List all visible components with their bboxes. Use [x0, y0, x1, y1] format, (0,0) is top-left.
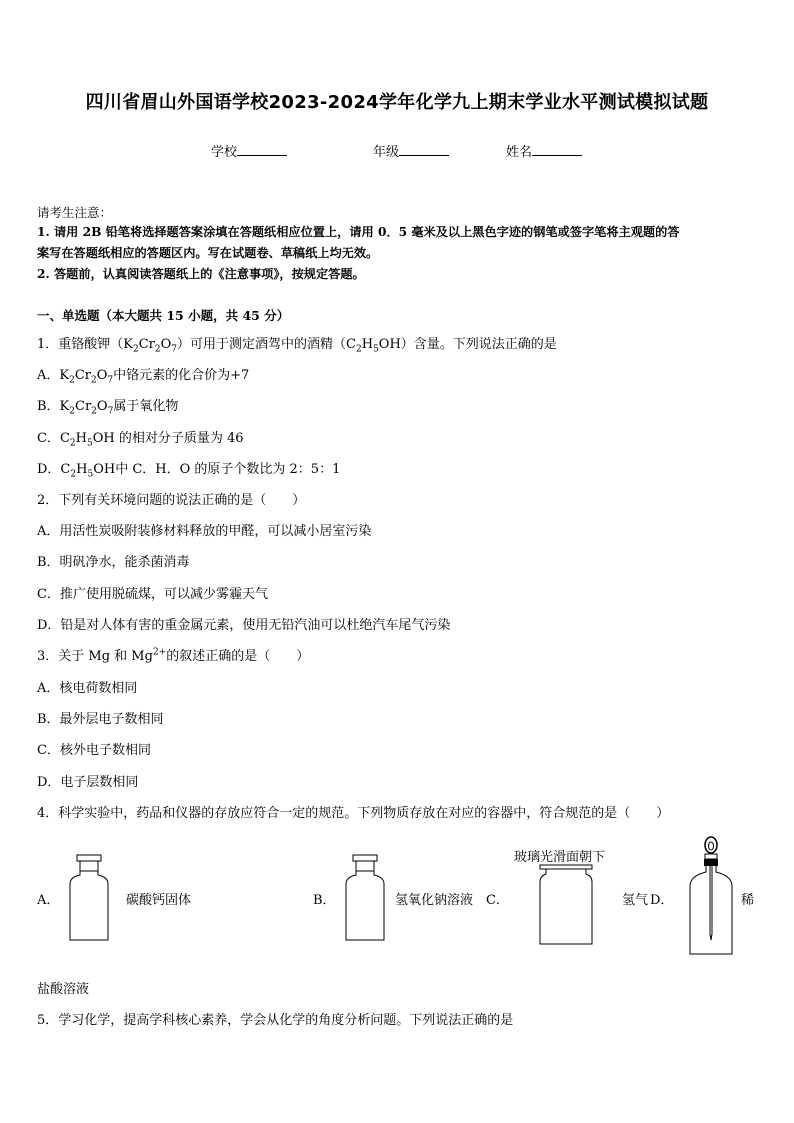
question-4-option-c-label: 氢气 [622, 893, 649, 908]
question-4-option-d-label: 稀 [741, 893, 755, 908]
question-4-stem: 4．科学实验中，药品和仪器的存放应符合一定的规范。下列物质存放在对应的容器中，符合规范的是（ ） [37, 806, 670, 821]
notice-item-2: 2. 答题前，认真阅读答题纸上的《注意事项》，按规定答题。 [37, 267, 365, 281]
narrow-mouth-bottle-icon [60, 852, 120, 944]
question-4-option-c-letter[interactable]: C． [486, 893, 509, 908]
question-4-option-c-note: 玻璃光滑面朝下 [514, 850, 606, 865]
grade-label: 年级 [373, 145, 400, 160]
grade-blank[interactable] [399, 143, 449, 156]
grade-field [373, 141, 449, 160]
question-1-option-b[interactable]: B．$K_2Cr_2O_7$属于氧化物 [37, 399, 179, 417]
narrow-mouth-bottle-stoppered-icon [336, 852, 396, 944]
question-4-option-a-label: 碳酸钙固体 [126, 893, 192, 908]
question-3-option-c[interactable]: C．核外电子数相同 [37, 743, 151, 758]
question-2-option-b[interactable]: B．明矾净水，能杀菌消毒 [37, 555, 190, 570]
name-label: 姓名 [506, 145, 533, 160]
dropper-bottle-icon [686, 836, 742, 958]
notice-heading: 请考生注意： [37, 205, 113, 220]
question-4-option-a-letter[interactable]: A． [37, 893, 60, 908]
question-1-option-c[interactable]: C．$C_2H_5OH$ 的相对分子质量为 46 [37, 431, 244, 449]
gas-collecting-jar-icon [532, 864, 602, 946]
question-5-stem: 5．学习化学，提高学科核心素养，学会从化学的角度分析问题。下列说法正确的是 [37, 1013, 514, 1028]
question-1-stem: 1．重铬酸钾$(K_2Cr_2O_7)$可用于测定酒驾中的酒精$(C_2H_5OH)$含量。下列说法正确的是 [37, 337, 557, 355]
section-heading-single-choice: 一、单选题（本大题共 15 小题，共 45 分） [37, 308, 290, 323]
question-2-stem: 2．下列有关环境问题的说法正确的是（ ） [37, 493, 306, 508]
page-title: 四川省眉山外国语学校2023-2024学年化学九上期末学业水平测试模拟试题 [85, 92, 709, 113]
question-4-option-b-letter[interactable]: B． [313, 893, 336, 908]
question-2-option-c[interactable]: C．推广使用脱硫煤，可以减少雾霾天气 [37, 587, 268, 602]
school-blank[interactable] [237, 143, 287, 156]
question-3-option-a[interactable]: A．核电荷数相同 [37, 681, 138, 696]
question-3-option-d[interactable]: D．电子层数相同 [37, 775, 139, 790]
notice-item-1-line-2: 案写在答题纸相应的答题区内。写在试题卷、草稿纸上均无效。 [37, 246, 379, 260]
question-1-option-a[interactable]: A．$K_2Cr_2O_7$中铬元素的化合价为+7 [37, 368, 250, 386]
name-field [506, 141, 582, 160]
question-4-option-b-label: 氢氧化钠溶液 [395, 893, 474, 908]
school-label: 学校 [211, 145, 238, 160]
question-3-stem: 3．关于 Mg 和 $Mg^{2+}$的叙述正确的是（ ） [37, 647, 310, 664]
question-2-option-a[interactable]: A．用活性炭吸附装修材料释放的甲醛，可以减小居室污染 [37, 524, 372, 539]
notice-item-1-line-1: 1. 请用 2B 铅笔将选择题答案涂填在答题纸相应位置上，请用 0．5 毫米及以上黑色字迹的钢笔或签字笔将主观题的答 [37, 225, 680, 239]
question-4-option-d-letter[interactable]: D． [650, 893, 674, 908]
name-blank[interactable] [532, 143, 582, 156]
school-field [211, 141, 287, 160]
question-3-option-b[interactable]: B．最外层电子数相同 [37, 712, 164, 727]
question-1-option-d[interactable]: D．$C_2H_5OH$中 C．H．O 的原子个数比为 2：5：1 [37, 462, 341, 480]
question-4-option-d-label-continued: 盐酸溶液 [37, 982, 90, 997]
question-2-option-d[interactable]: D．铅是对人体有害的重金属元素，使用无铅汽油可以杜绝汽车尾气污染 [37, 618, 451, 633]
